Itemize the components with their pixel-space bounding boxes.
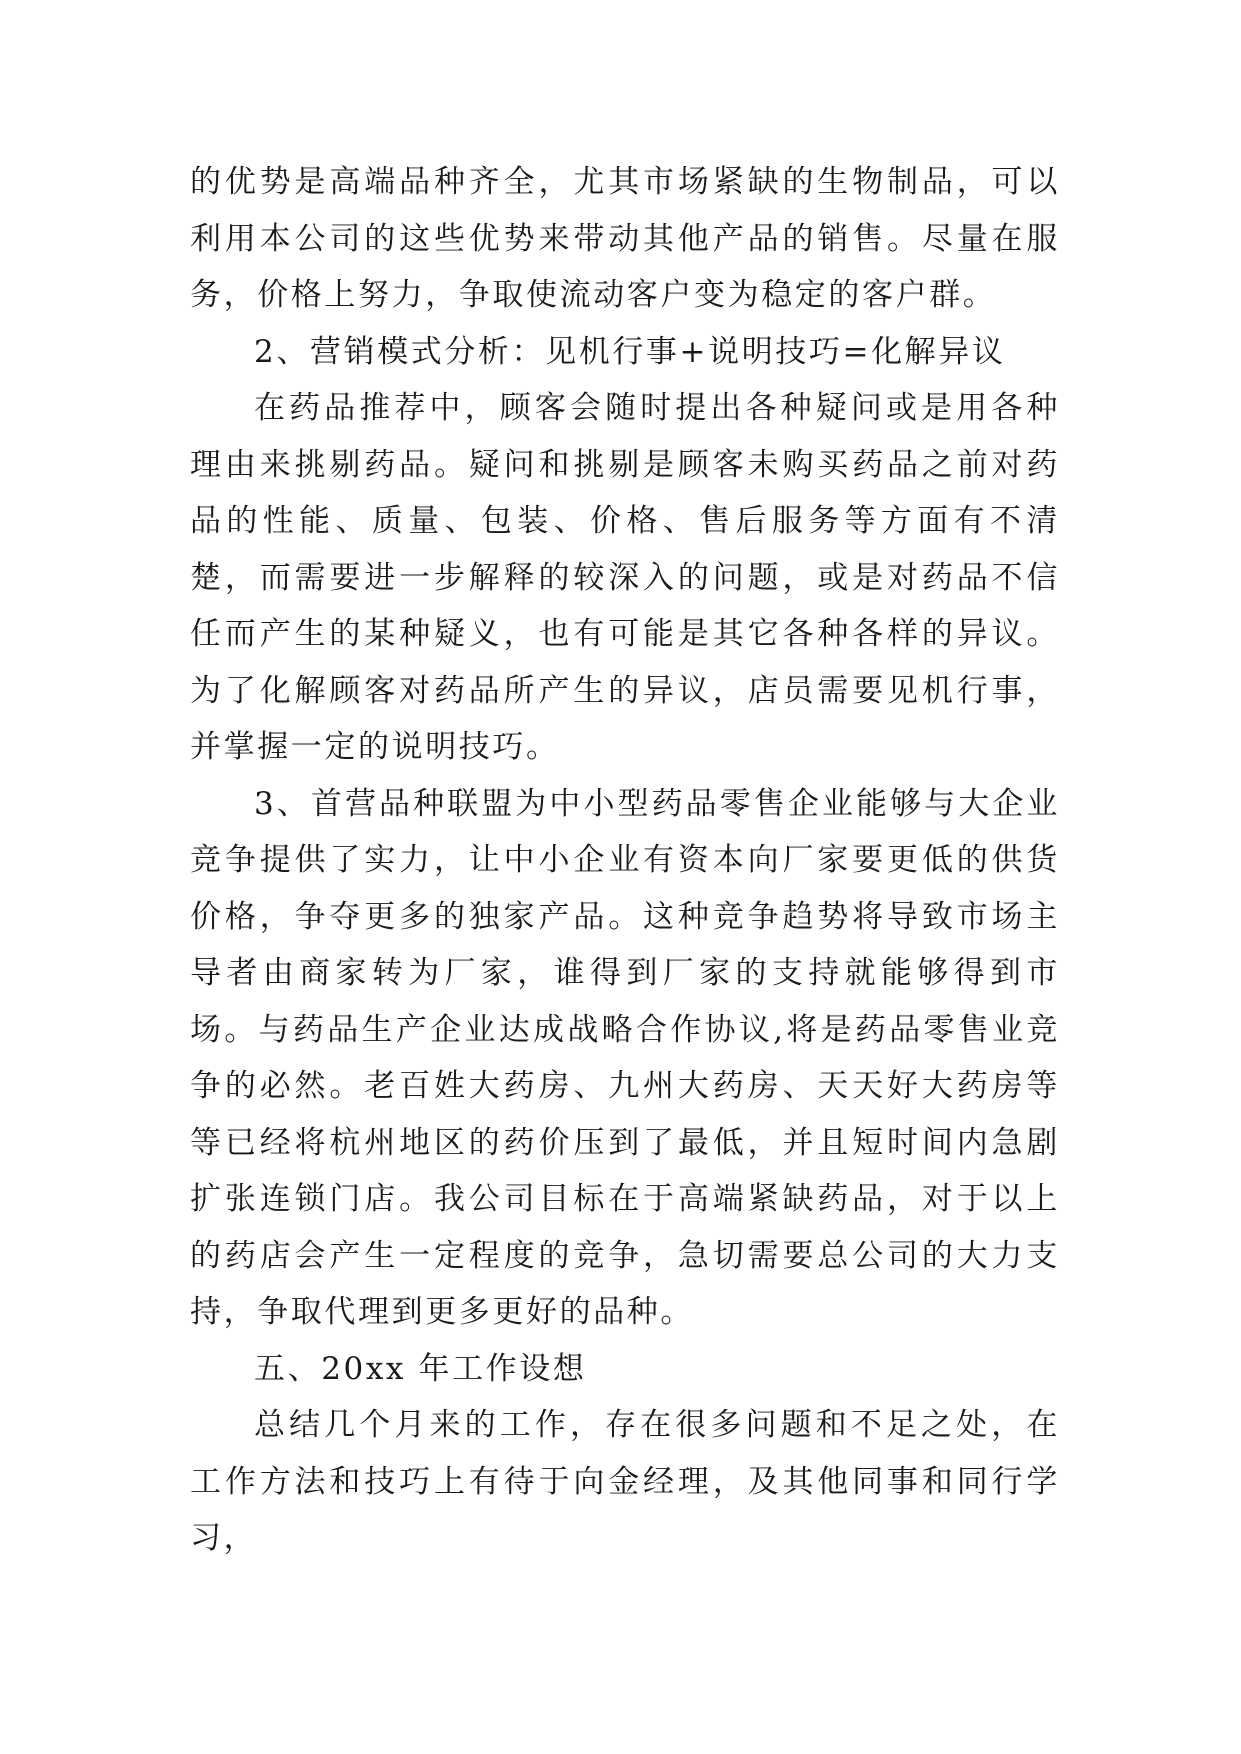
paragraph-summary: 总结几个月来的工作，存在很多问题和不足之处，在工作方法和技巧上有待于向金经理，及其他同事和同行学习， xyxy=(190,1407,1060,1556)
paragraph-heading-marketing-mode: 2、营销模式分析：见机行事+说明技巧=化解异议 xyxy=(254,333,1006,370)
paragraph-drug-recommendation: 在药品推荐中，顾客会随时提出各种疑问或是用各种理由来挑剔药品。疑问和挑剔是顾客未购买药品之前对药品的性能、质量、包装、价格、售后服务等方面有不清楚，而需要进一步解释的较深入的问题，或是对药品不信任而产生的某种疑义，也有可能是其它各种各样的异议。为了化解顾客对药品所产生的异议，店员需要见机行事，并掌握一定的说明技巧。 xyxy=(190,390,1060,765)
paragraph-advantages: 的优势是高端品种齐全，尤其市场紧缺的生物制品，可以利用本公司的这些优势来带动其他产品的销售。尽量在服务，价格上努力，争取使流动客户变为稳定的客户群。 xyxy=(190,164,1060,313)
paragraph-heading-work-plan: 五、20xx 年工作设想 xyxy=(254,1350,587,1387)
document-body xyxy=(190,154,1060,1567)
paragraph-alliance: 3、首营品种联盟为中小型药品零售企业能够与大企业竞争提供了实力，让中小企业有资本向厂家要更低的供货价格，争夺更多的独家产品。这种竞争趋势将导致市场主导者由商家转为厂家，谁得到厂家的支持就能够得到市场。与药品生产企业达成战略合作协议,将是药品零售业竞争的必然。老百姓大药房、九州大药房、天天好大药房等等已经将杭州地区的药价压到了最低，并且短时间内急剧扩张连锁门店。我公司目标在于高端紧缺药品，对于以上的药店会产生一定程度的竞争，急切需要总公司的大力支持，争取代理到更多更好的品种。 xyxy=(190,785,1060,1330)
